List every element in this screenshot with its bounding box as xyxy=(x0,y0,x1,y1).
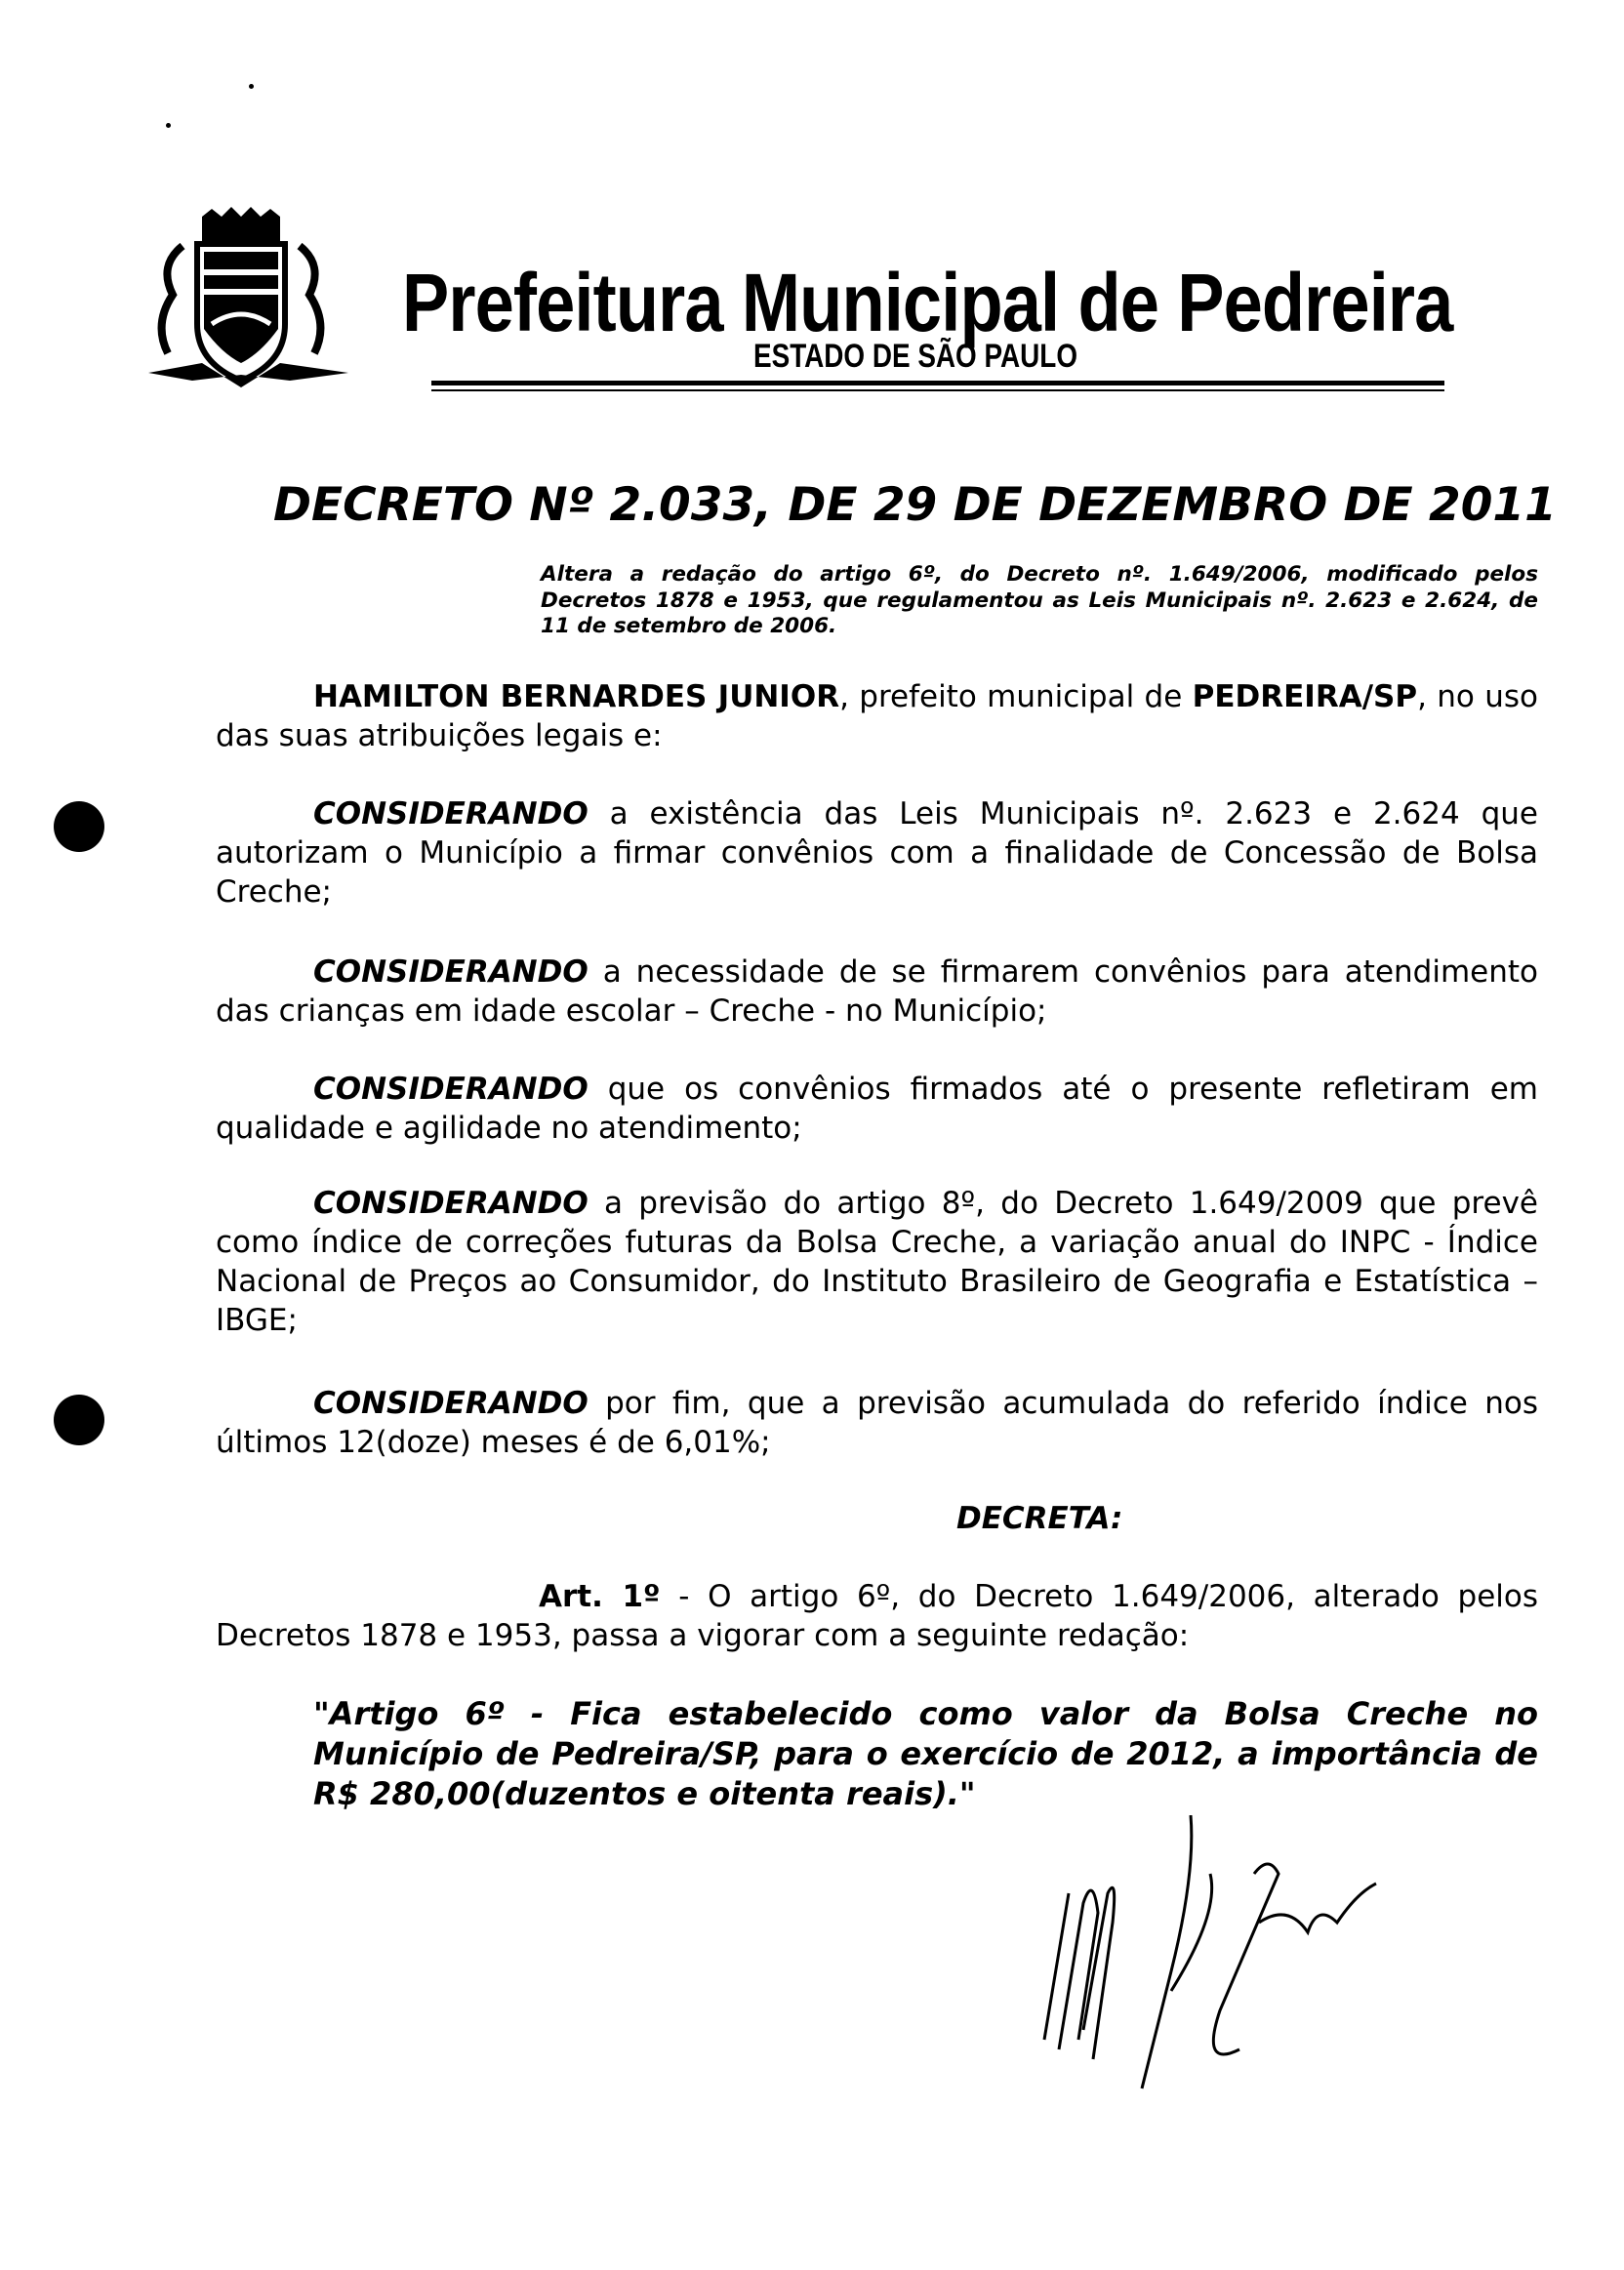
header-rule xyxy=(431,381,1444,385)
article-6-quote: "Artigo 6º - Fica estabelecido como valor da Bolsa Creche no Município de Pedreira/SP, para o exercício de 2012, a importância de R$ 280,00(duzentos e oitenta reais)." xyxy=(313,1695,1538,1812)
consideration-text: por fim, que a previsão acumulada do referido índice nos últimos 12(doze) meses é de 6,01%; xyxy=(216,1386,1538,1460)
scan-speck xyxy=(249,84,254,89)
punch-hole xyxy=(54,1395,104,1445)
article-text: - O artigo 6º, do Decreto 1.649/2006, alterado pelos Decretos 1878 e 1953, passa a vigorar com a seguinte redação: xyxy=(216,1579,1538,1653)
consideration-text: a existência das Leis Municipais nº. 2.623 e 2.624 que autorizam o Município a firmar convênios com a finalidade de Concessão de Bolsa Creche; xyxy=(216,796,1538,910)
city-name: PEDREIRA/SP xyxy=(1192,679,1418,714)
consideration-3 xyxy=(216,1070,1538,1148)
punch-hole xyxy=(54,801,104,852)
consideration-1 xyxy=(216,794,1538,912)
preamble-text-2: , no uso das suas atribuições legais e: xyxy=(216,679,1538,753)
mayor-name: HAMILTON BERNARDES JUNIOR xyxy=(313,679,840,714)
consideration-lead: CONSIDERANDO xyxy=(313,1186,589,1221)
decreta-heading: DECRETA: xyxy=(956,1501,1123,1536)
state-name: ESTADO DE SÃO PAULO xyxy=(753,338,1078,375)
consideration-4 xyxy=(216,1184,1538,1340)
article-1 xyxy=(216,1577,1538,1655)
signature xyxy=(1025,1815,1396,2098)
coat-of-arms-logo xyxy=(143,207,354,390)
consideration-lead: CONSIDERANDO xyxy=(313,1072,589,1107)
decree-title: DECRETO Nº 2.033, DE 29 DE DEZEMBRO DE 2011 xyxy=(273,478,1557,532)
institution-name: Prefeitura Municipal de Pedreira xyxy=(402,257,1453,348)
consideration-text: que os convênios firmados até o presente refletiram em qualidade e agilidade no atendimento; xyxy=(216,1072,1538,1146)
consideration-text: a necessidade de se firmarem convênios para atendimento das crianças em idade escolar – Creche - no Município; xyxy=(216,954,1538,1029)
preamble-text: , prefeito municipal de xyxy=(839,679,1193,714)
consideration-5 xyxy=(216,1384,1538,1462)
article-lead: Art. 1º xyxy=(539,1579,661,1614)
consideration-lead: CONSIDERANDO xyxy=(313,954,589,990)
consideration-2 xyxy=(216,953,1538,1031)
decree-summary: Altera a redação do artigo 6º, do Decreto nº. 1.649/2006, modificado pelos Decretos 1878 e 1953, que regulamentou as Leis Municipais nº. 2.623 e 2.624, de 11 de setembro de 2006. xyxy=(541,562,1538,638)
consideration-lead: CONSIDERANDO xyxy=(313,1386,589,1421)
consideration-text: a previsão do artigo 8º, do Decreto 1.649/2009 que prevê como índice de correções futuras da Bolsa Creche, a variação anual do INPC - Índice Nacional de Preços ao Consumidor, do Instituto Brasileiro de Geografia e Estatística – IBGE; xyxy=(216,1186,1538,1338)
preamble xyxy=(216,677,1538,755)
consideration-lead: CONSIDERANDO xyxy=(313,796,589,831)
header-rule-thin xyxy=(431,389,1444,391)
scan-speck xyxy=(166,123,171,128)
